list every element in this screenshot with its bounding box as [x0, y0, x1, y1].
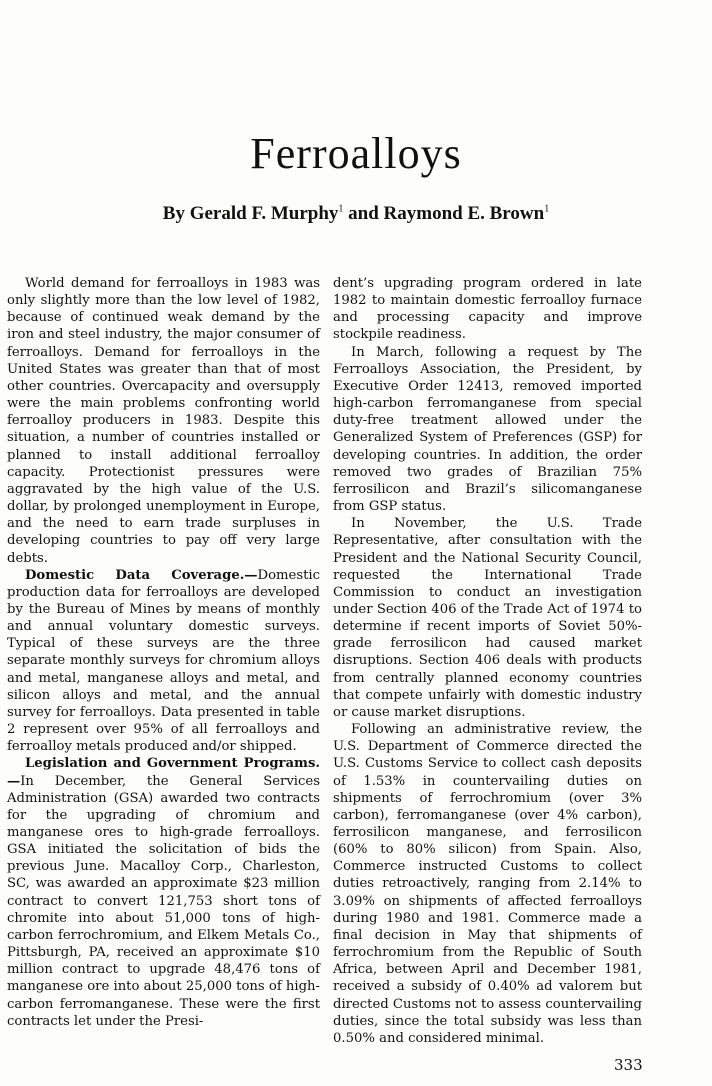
- paragraph: [7, 755, 320, 1030]
- section-heading: Legislation and Government Programs.—: [7, 756, 320, 789]
- paragraph-text: Domestic production data for ferroalloys are developed by the Bureau of Mines by means of monthly and annual voluntary domestic surveys. Typical of these surveys are the three separate monthly surveys for chromium alloys and metal, manganese alloys and metal, and silicon alloys and metal, and the annual survey for ferroalloys. Data presented in table 2 represent over 95% of all ferroalloys and ferroalloy metals produced and/or shipped.: [7, 567, 320, 755]
- paragraph: World demand for ferroalloys in 1983 was only slightly more than the low level of 1982, because of continued weak demand by the iron and steel industry, the major consumer of ferroalloys. Demand for ferroalloys in the United States was greater than that of most other countries. Overcapacity and oversupply were the main problems confronting world ferroalloy producers in 1983. Despite this situation, a number of countries installed or planned to install additional ferroalloy capacity. Protectionist pressures were aggravated by the high value of the U.S. dollar, by prolonged unemployment in Europe, and the need to earn trade surpluses in developing countries to pay off very large debts.: [7, 276, 320, 566]
- paragraph: [7, 567, 320, 756]
- paragraph-text: In December, the General Services Administration (GSA) awarded two contracts for the upgrading of chromium and manganese ores to high-grade ferroalloys. GSA initiated the solicitation of bids the previous June. Macalloy Corp., Charleston, SC, was awarded an approximate $23 million contract to convert 121,753 short tons of chromite into about 51,000 tons of high-carbon ferrochromium, and Elkem Metals Co., Pittsburgh, PA, received an approximate $10 million contract to upgrade 48,476 tons of manganese ore into about 25,000 tons of high-carbon ferromanganese. These were the first contracts let under the Presi-: [7, 773, 320, 1029]
- footnote-marker: 1: [338, 203, 344, 215]
- right-column: [333, 275, 642, 1047]
- byline-author-1: By Gerald F. Murphy: [162, 203, 339, 224]
- page-number: 333: [614, 1056, 643, 1074]
- paragraph: dent’s upgrading program ordered in late 1982 to maintain domestic ferroalloy furnace and processing capacity and improve stockpile readiness.: [333, 276, 642, 343]
- byline-author-2: and Raymond E. Brown: [343, 203, 545, 224]
- paragraph: In November, the U.S. Trade Representative, after consultation with the President and the National Security Council, requested the International Trade Commission to conduct an investigation under Section 406 of the Trade Act of 1974 to determine if recent imports of Soviet 50%-grade ferrosilicon had caused market disruptions. Section 406 deals with products from centrally planned economy countries that compete unfairly with domestic industry or cause market disruptions.: [333, 516, 642, 720]
- paragraph: Following an administrative review, the U.S. Department of Commerce directed the U.S. Customs Service to collect cash deposits of 1.53% in countervailing duties on shipments of ferrochromium (over 3% carbon), ferromanganese (over 4% carbon), ferrosilicon manganese, and ferrosilicon (60% to 80% silicon) from Spain. Also, Commerce instructed Customs to collect duties retroactively, ranging from 2.14% to 3.09% on shipments of affected ferroalloys during 1980 and 1981. Commerce made a final decision in May that shipments of ferrochromium from the Republic of South Africa, between April and December 1981, received a subsidy of 0.40% ad valorem but directed Customs not to assess countervailing duties, since the total subsidy was less than 0.50% and considered minimal.: [333, 722, 642, 1046]
- page-title: Ferroalloys: [250, 129, 462, 178]
- footnote-marker: 1: [544, 203, 550, 215]
- section-heading: Domestic Data Coverage.—: [25, 567, 258, 583]
- byline: [0, 203, 712, 225]
- left-column: [7, 275, 320, 1030]
- paragraph: In March, following a request by The Ferroalloys Association, the President, by Executive Order 12413, removed imported high-carbon ferromanganese from special duty-free treatment allowed under the Generalized System of Preferences (GSP) for developing countries. In addition, the order removed two grades of Brazilian 75% ferrosilicon and Brazil’s silicomanganese from GSP status.: [333, 344, 642, 515]
